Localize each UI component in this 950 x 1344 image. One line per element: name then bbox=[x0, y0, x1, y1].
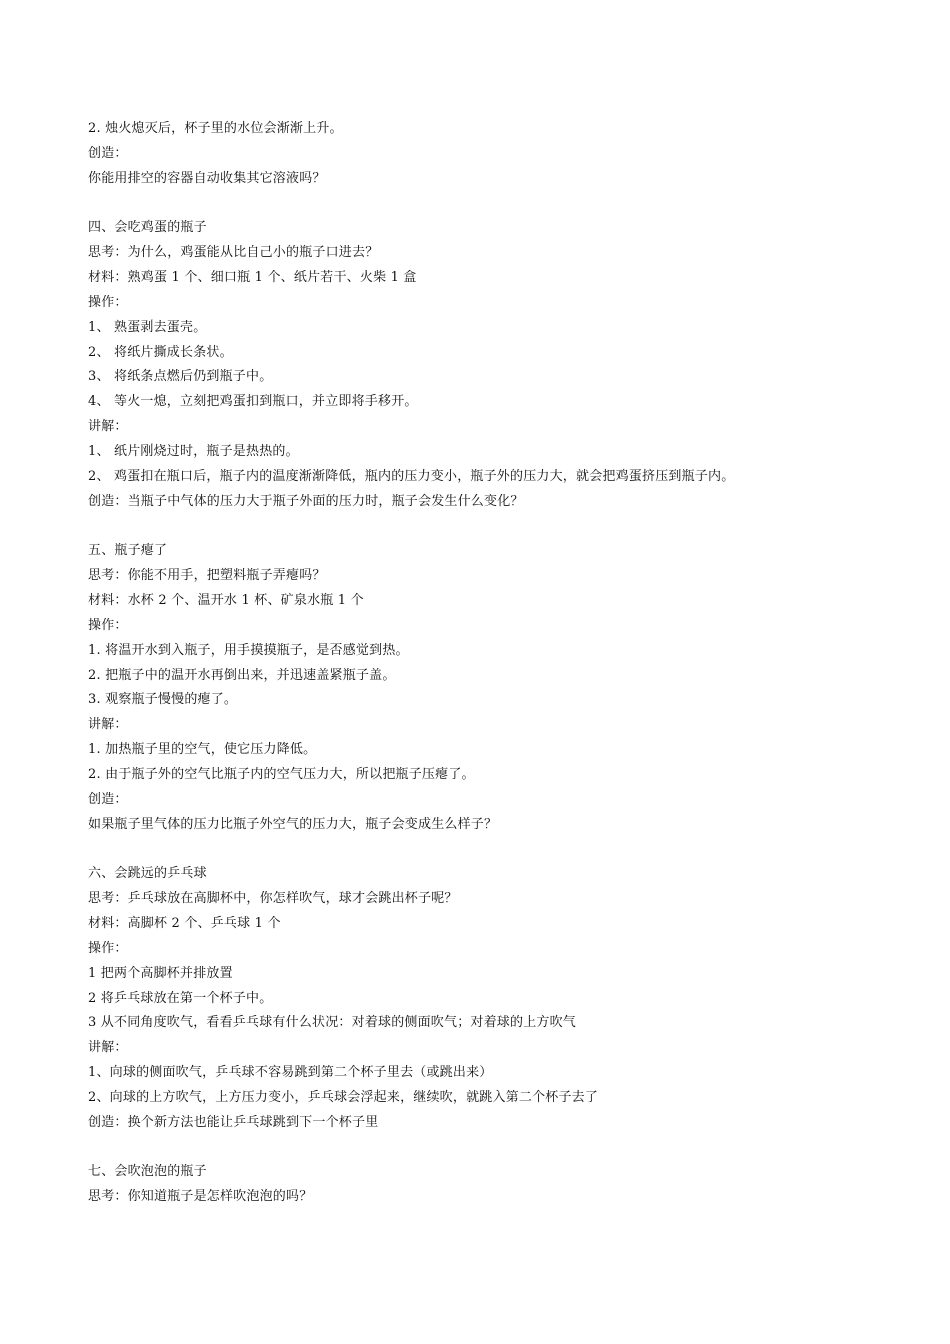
text-line: 你能用排空的容器自动收集其它溶液吗？ bbox=[88, 170, 326, 186]
text-line: 2 将乒乓球放在第一个杯子中。 bbox=[88, 990, 273, 1006]
text-line: 创造：当瓶子中气体的压力大于瓶子外面的压力时，瓶子会发生什么变化？ bbox=[88, 493, 524, 509]
text-line: 材料：高脚杯 2 个、乒乓球 1 个 bbox=[88, 916, 281, 931]
text-line: 讲解： bbox=[88, 419, 128, 435]
section-egg-bottle bbox=[88, 216, 908, 514]
text-line: 操作： bbox=[88, 940, 128, 956]
document-page bbox=[88, 117, 908, 1210]
text-line: 如果瓶子里气体的压力比瓶子外空气的压力大，瓶子会变成生么样子？ bbox=[88, 816, 498, 832]
text-line: 讲解： bbox=[88, 717, 128, 733]
text-line: 创造：换个新方法也能让乒乓球跳到下一个杯子里 bbox=[88, 1114, 379, 1130]
text-line: 创造： bbox=[88, 145, 128, 161]
text-line: 操作： bbox=[88, 617, 128, 633]
text-line: 2. 烛火熄灭后，杯子里的水位会渐渐上升。 bbox=[88, 121, 343, 136]
text-line: 创造： bbox=[88, 791, 128, 807]
text-line: 2、 将纸片撕成长条状。 bbox=[88, 344, 233, 360]
spacer bbox=[88, 192, 908, 217]
section-bottle-collapse bbox=[88, 539, 908, 837]
text-line: 3 从不同角度吹气，看看乒乓球有什么状况：对着球的侧面吹气；对着球的上方吹气 bbox=[88, 1015, 577, 1031]
text-line: 1. 将温开水到入瓶子，用手摸摸瓶子，是否感觉到热。 bbox=[88, 642, 409, 658]
text-line: 思考：你能不用手，把塑料瓶子弄瘪吗？ bbox=[88, 568, 326, 584]
spacer bbox=[88, 515, 908, 540]
text-line: 3、 将纸条点燃后仍到瓶子中。 bbox=[88, 369, 273, 385]
text-line: 1、 熟蛋剥去蛋壳。 bbox=[88, 319, 207, 335]
text-line: 思考：为什么，鸡蛋能从比自己小的瓶子口进去？ bbox=[88, 245, 379, 261]
section-title: 五、瓶子瘪了 bbox=[88, 543, 168, 559]
text-line: 思考：你知道瓶子是怎样吹泡泡的吗？ bbox=[88, 1189, 313, 1205]
section-title: 四、会吃鸡蛋的瓶子 bbox=[88, 220, 207, 236]
text-line: 2、向球的上方吹气，上方压力变小，乒乓球会浮起来，继续吹，就跳入第二个杯子去了 bbox=[88, 1089, 599, 1105]
text-line: 1. 加热瓶子里的空气，使它压力降低。 bbox=[88, 742, 317, 758]
text-line: 材料：熟鸡蛋 1 个、细口瓶 1 个、纸片若干、火柴 1 盒 bbox=[88, 270, 417, 286]
text-line: 2. 由于瓶子外的空气比瓶子内的空气压力大，所以把瓶子压瘪了。 bbox=[88, 766, 475, 782]
text-line: 1、向球的侧面吹气，乒乓球不容易跳到第二个杯子里去（或跳出来） bbox=[88, 1065, 493, 1081]
spacer bbox=[88, 1136, 908, 1161]
text-line: 材料：水杯 2 个、温开水 1 杯、矿泉水瓶 1 个 bbox=[88, 593, 364, 609]
text-line: 4、 等火一熄，立刻把鸡蛋扣到瓶口，并立即将手移开。 bbox=[88, 394, 418, 410]
text-line: 2. 把瓶子中的温开水再倒出来，并迅速盖紧瓶子盖。 bbox=[88, 667, 396, 683]
text-line: 讲解： bbox=[88, 1040, 128, 1056]
intro-block bbox=[88, 117, 908, 192]
text-line: 2、 鸡蛋扣在瓶口后，瓶子内的温度渐渐降低，瓶内的压力变小，瓶子外的压力大，就会把鸡蛋挤压到瓶子内。 bbox=[88, 468, 735, 484]
text-line: 1、 纸片刚烧过时，瓶子是热热的。 bbox=[88, 443, 299, 459]
text-line: 1 把两个高脚杯并排放置 bbox=[88, 965, 233, 981]
text-line: 操作： bbox=[88, 294, 128, 310]
section-ping-pong bbox=[88, 862, 908, 1135]
section-title: 六、会跳远的乒乓球 bbox=[88, 866, 207, 882]
text-line: 思考：乒乓球放在高脚杯中，你怎样吹气，球才会跳出杯子呢？ bbox=[88, 891, 458, 907]
section-title: 七、会吹泡泡的瓶子 bbox=[88, 1164, 207, 1180]
section-bubble-bottle bbox=[88, 1160, 908, 1210]
spacer bbox=[88, 837, 908, 862]
text-line: 3. 观察瓶子慢慢的瘪了。 bbox=[88, 692, 238, 708]
